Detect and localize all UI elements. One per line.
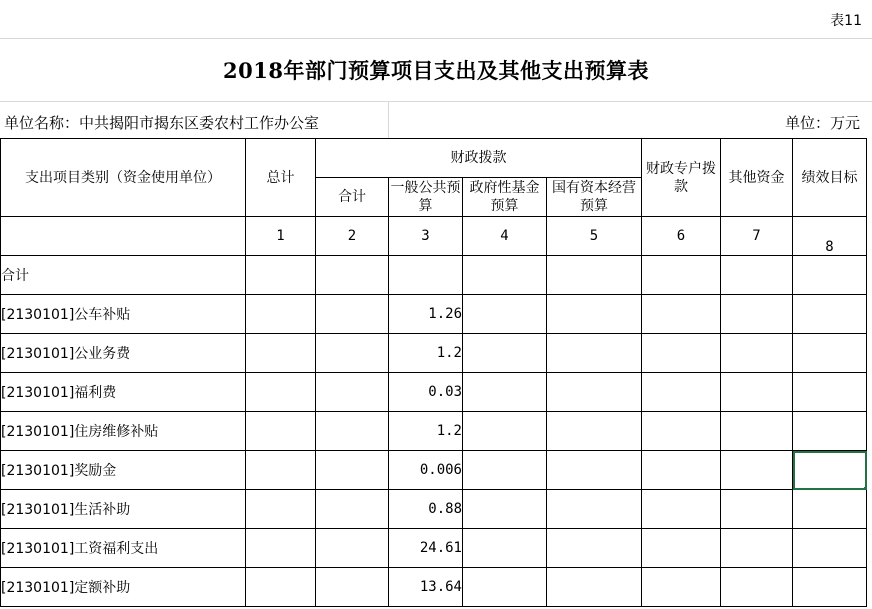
table-cell[interactable]: [547, 334, 642, 373]
table-row: [1, 412, 867, 451]
table-cell[interactable]: [642, 334, 721, 373]
table-cell[interactable]: [547, 373, 642, 412]
table-cell[interactable]: [721, 529, 793, 568]
table-cell[interactable]: [316, 412, 389, 451]
row-name-cell[interactable]: [2130101]生活补助: [1, 490, 246, 529]
table-cell[interactable]: [793, 256, 867, 295]
table-cell[interactable]: [793, 334, 867, 373]
table-cell[interactable]: [316, 256, 389, 295]
header-other-funds[interactable]: 其他资金: [721, 139, 793, 217]
general-budget-cell[interactable]: 13.64: [389, 568, 463, 607]
table-cell[interactable]: [547, 529, 642, 568]
row-name-cell[interactable]: 合计: [1, 256, 246, 295]
header-gov-fund[interactable]: 政府性基金预算: [463, 178, 547, 217]
table-row: [1, 334, 867, 373]
gridline: [388, 102, 389, 138]
table-cell[interactable]: [246, 490, 316, 529]
table-cell[interactable]: [463, 568, 547, 607]
table-cell[interactable]: [463, 373, 547, 412]
column-index-cell[interactable]: 5: [547, 217, 642, 256]
table-cell[interactable]: [316, 529, 389, 568]
table-cell[interactable]: [463, 256, 547, 295]
column-index-cell[interactable]: 7: [721, 217, 793, 256]
table-cell[interactable]: [1, 217, 246, 256]
table-cell[interactable]: [642, 295, 721, 334]
general-budget-cell[interactable]: 0.03: [389, 373, 463, 412]
table-cell[interactable]: [642, 451, 721, 490]
general-budget-cell[interactable]: [389, 256, 463, 295]
row-name-cell[interactable]: [2130101]工资福利支出: [1, 529, 246, 568]
table-cell[interactable]: [316, 568, 389, 607]
gridline: [0, 38, 872, 39]
table-cell[interactable]: [316, 334, 389, 373]
table-cell[interactable]: [793, 295, 867, 334]
table-cell[interactable]: [721, 451, 793, 490]
table-row: [1, 529, 867, 568]
table-cell[interactable]: [316, 295, 389, 334]
table-cell[interactable]: [547, 490, 642, 529]
column-index-cell[interactable]: 4: [463, 217, 547, 256]
table-cell[interactable]: [642, 256, 721, 295]
table-cell[interactable]: [316, 490, 389, 529]
header-category[interactable]: 支出项目类别（资金使用单位）: [1, 139, 246, 217]
header-total[interactable]: 总计: [246, 139, 316, 217]
row-name-cell[interactable]: [2130101]奖励金: [1, 451, 246, 490]
table-cell[interactable]: [547, 451, 642, 490]
unit-info-row: [0, 102, 872, 138]
table-cell[interactable]: [721, 412, 793, 451]
selected-cell[interactable]: [793, 451, 867, 490]
row-name-cell[interactable]: [2130101]公业务费: [1, 334, 246, 373]
table-cell[interactable]: [721, 568, 793, 607]
table-row: [1, 490, 867, 529]
table-cell[interactable]: [721, 256, 793, 295]
column-index-cell[interactable]: 2: [316, 217, 389, 256]
table-row: [1, 373, 867, 412]
table-cell[interactable]: [246, 568, 316, 607]
table-cell[interactable]: [246, 256, 316, 295]
table-cell[interactable]: [547, 568, 642, 607]
table-number: 表11: [830, 13, 862, 29]
table-cell[interactable]: [246, 334, 316, 373]
general-budget-cell[interactable]: 24.61: [389, 529, 463, 568]
table-cell[interactable]: [793, 412, 867, 451]
column-index-cell[interactable]: 3: [389, 217, 463, 256]
general-budget-cell[interactable]: 0.88: [389, 490, 463, 529]
column-index-cell[interactable]: 8: [793, 217, 867, 256]
table-cell[interactable]: [547, 412, 642, 451]
table-row: [1, 295, 867, 334]
report-title[interactable]: 2018年部门预算项目支出及其他支出预算表: [223, 58, 649, 83]
table-cell[interactable]: [246, 412, 316, 451]
table-cell[interactable]: [246, 295, 316, 334]
column-index-row: [1, 217, 867, 256]
general-budget-cell[interactable]: 1.2: [389, 334, 463, 373]
table-cell[interactable]: [246, 373, 316, 412]
header-state-capital[interactable]: 国有资本经营预算: [547, 178, 642, 217]
table-cell[interactable]: [463, 490, 547, 529]
table-cell[interactable]: [642, 568, 721, 607]
table-cell[interactable]: [642, 373, 721, 412]
column-index-cell[interactable]: 6: [642, 217, 721, 256]
table-cell[interactable]: [316, 451, 389, 490]
table-cell[interactable]: [793, 529, 867, 568]
header-fiscal-sum[interactable]: 合计: [316, 178, 389, 217]
table-cell[interactable]: [793, 490, 867, 529]
table-cell[interactable]: [721, 373, 793, 412]
table-cell[interactable]: [316, 373, 389, 412]
money-unit-label[interactable]: 单位：万元: [784, 114, 860, 132]
table-cell[interactable]: [463, 412, 547, 451]
general-budget-cell[interactable]: 0.006: [389, 451, 463, 490]
row-name-cell[interactable]: [2130101]公车补贴: [1, 295, 246, 334]
table-cell[interactable]: [793, 373, 867, 412]
table-cell[interactable]: [463, 334, 547, 373]
header-special-account[interactable]: 财政专户拨款: [642, 139, 721, 217]
table-cell[interactable]: [793, 568, 867, 607]
table-row: [1, 451, 867, 490]
table-cell[interactable]: [642, 490, 721, 529]
table-cell[interactable]: [246, 451, 316, 490]
row-name-cell[interactable]: [2130101]定额补助: [1, 568, 246, 607]
table-row: [1, 256, 867, 295]
row-name-cell[interactable]: [2130101]住房维修补贴: [1, 412, 246, 451]
header-general-budget[interactable]: 一般公共预算: [389, 178, 463, 217]
table-cell[interactable]: [547, 295, 642, 334]
table-cell[interactable]: [642, 529, 721, 568]
header-row: [1, 139, 867, 178]
table-cell[interactable]: [463, 451, 547, 490]
organization-label[interactable]: 单位名称：中共揭阳市揭东区委农村工作办公室: [4, 114, 320, 132]
table-cell[interactable]: [463, 529, 547, 568]
table-cell[interactable]: [463, 295, 547, 334]
table-cell[interactable]: [721, 295, 793, 334]
general-budget-cell[interactable]: 1.2: [389, 412, 463, 451]
table-cell[interactable]: [721, 490, 793, 529]
table-cell[interactable]: [642, 412, 721, 451]
table-cell[interactable]: [246, 529, 316, 568]
header-fiscal-group[interactable]: 财政拨款: [316, 139, 642, 178]
table-cell[interactable]: [721, 334, 793, 373]
table-row: [1, 568, 867, 607]
budget-table: [0, 138, 867, 607]
header-performance-goal[interactable]: 绩效目标: [793, 139, 867, 217]
column-index-cell[interactable]: 1: [246, 217, 316, 256]
row-name-cell[interactable]: [2130101]福利费: [1, 373, 246, 412]
general-budget-cell[interactable]: 1.26: [389, 295, 463, 334]
table-cell[interactable]: [547, 256, 642, 295]
